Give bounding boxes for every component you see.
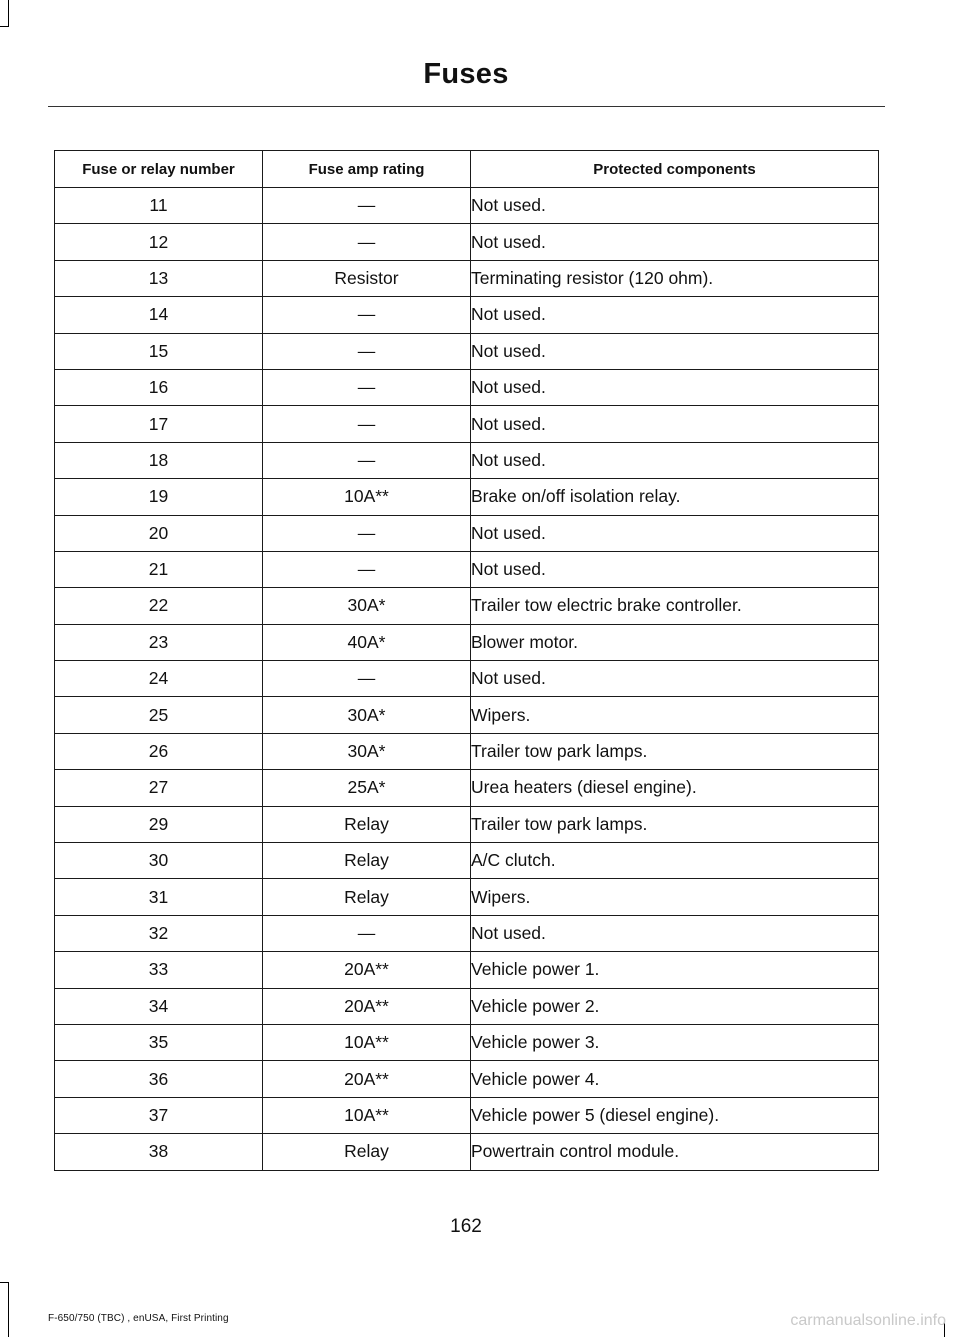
table-row bbox=[55, 224, 879, 260]
cell-protected-components: Vehicle power 1. bbox=[471, 952, 879, 988]
cell-protected-components: Urea heaters (diesel engine). bbox=[471, 770, 879, 806]
fuse-table bbox=[54, 150, 879, 1171]
cell-fuse-number: 12 bbox=[55, 224, 263, 260]
crop-mark-bottom-left-v bbox=[8, 1282, 9, 1337]
page-number: 162 bbox=[450, 1216, 482, 1237]
watermark: carmanualsonline.info bbox=[790, 1312, 946, 1329]
crop-mark-top-left-v bbox=[8, 0, 9, 26]
table-row bbox=[55, 1134, 879, 1170]
table-row bbox=[55, 952, 879, 988]
cell-protected-components: Not used. bbox=[471, 333, 879, 369]
table-row bbox=[55, 260, 879, 296]
cell-protected-components: Not used. bbox=[471, 297, 879, 333]
table-row bbox=[55, 624, 879, 660]
cell-fuse-number: 32 bbox=[55, 915, 263, 951]
cell-amp-rating: 10A** bbox=[263, 1024, 471, 1060]
cell-amp-rating: Relay bbox=[263, 879, 471, 915]
cell-fuse-number: 13 bbox=[55, 260, 263, 296]
table-row bbox=[55, 333, 879, 369]
cell-protected-components: Brake on/off isolation relay. bbox=[471, 479, 879, 515]
table-row bbox=[55, 843, 879, 879]
cell-protected-components: A/C clutch. bbox=[471, 843, 879, 879]
cell-fuse-number: 23 bbox=[55, 624, 263, 660]
cell-amp-rating: 20A** bbox=[263, 952, 471, 988]
table-row bbox=[55, 879, 879, 915]
table-row bbox=[55, 515, 879, 551]
cell-amp-rating: Relay bbox=[263, 1134, 471, 1170]
cell-protected-components: Not used. bbox=[471, 188, 879, 224]
cell-fuse-number: 19 bbox=[55, 479, 263, 515]
cell-amp-rating: 20A** bbox=[263, 1061, 471, 1097]
cell-amp-rating: — bbox=[263, 551, 471, 587]
cell-fuse-number: 21 bbox=[55, 551, 263, 587]
table-body bbox=[55, 188, 879, 1171]
cell-fuse-number: 16 bbox=[55, 369, 263, 405]
cell-fuse-number: 31 bbox=[55, 879, 263, 915]
cell-amp-rating: 10A** bbox=[263, 1097, 471, 1133]
cell-amp-rating: — bbox=[263, 369, 471, 405]
cell-amp-rating: — bbox=[263, 224, 471, 260]
cell-amp-rating: — bbox=[263, 297, 471, 333]
cell-amp-rating: Relay bbox=[263, 806, 471, 842]
cell-fuse-number: 37 bbox=[55, 1097, 263, 1133]
cell-amp-rating: Resistor bbox=[263, 260, 471, 296]
cell-fuse-number: 17 bbox=[55, 406, 263, 442]
crop-mark-top-left-h bbox=[0, 26, 9, 27]
cell-amp-rating: 20A** bbox=[263, 988, 471, 1024]
cell-protected-components: Not used. bbox=[471, 551, 879, 587]
table-row bbox=[55, 1097, 879, 1133]
cell-fuse-number: 24 bbox=[55, 661, 263, 697]
cell-amp-rating: — bbox=[263, 333, 471, 369]
cell-protected-components: Wipers. bbox=[471, 697, 879, 733]
cell-amp-rating: — bbox=[263, 661, 471, 697]
footer-edition-text: F-650/750 (TBC) , enUSA, First Printing bbox=[48, 1313, 229, 1324]
cell-fuse-number: 26 bbox=[55, 733, 263, 769]
cell-protected-components: Trailer tow park lamps. bbox=[471, 806, 879, 842]
table-row bbox=[55, 733, 879, 769]
cell-protected-components: Not used. bbox=[471, 661, 879, 697]
table-row bbox=[55, 697, 879, 733]
cell-protected-components: Vehicle power 2. bbox=[471, 988, 879, 1024]
table-row bbox=[55, 588, 879, 624]
table-row bbox=[55, 479, 879, 515]
cell-amp-rating: 30A* bbox=[263, 588, 471, 624]
cell-fuse-number: 15 bbox=[55, 333, 263, 369]
table-row bbox=[55, 369, 879, 405]
cell-amp-rating: — bbox=[263, 442, 471, 478]
column-header-fuse-number: Fuse or relay number bbox=[55, 151, 263, 188]
table-row bbox=[55, 406, 879, 442]
cell-fuse-number: 25 bbox=[55, 697, 263, 733]
table-row bbox=[55, 442, 879, 478]
table-row bbox=[55, 297, 879, 333]
title-rule bbox=[48, 106, 885, 107]
table-row bbox=[55, 661, 879, 697]
table-header-row bbox=[55, 151, 879, 188]
cell-amp-rating: — bbox=[263, 188, 471, 224]
table-row bbox=[55, 988, 879, 1024]
cell-protected-components: Vehicle power 4. bbox=[471, 1061, 879, 1097]
page-title: Fuses bbox=[423, 58, 509, 90]
cell-protected-components: Not used. bbox=[471, 369, 879, 405]
cell-amp-rating: 30A* bbox=[263, 733, 471, 769]
table-row bbox=[55, 551, 879, 587]
cell-amp-rating: — bbox=[263, 915, 471, 951]
table-row bbox=[55, 188, 879, 224]
cell-amp-rating: — bbox=[263, 406, 471, 442]
cell-protected-components: Not used. bbox=[471, 224, 879, 260]
cell-fuse-number: 18 bbox=[55, 442, 263, 478]
cell-fuse-number: 11 bbox=[55, 188, 263, 224]
cell-fuse-number: 33 bbox=[55, 952, 263, 988]
cell-fuse-number: 29 bbox=[55, 806, 263, 842]
cell-fuse-number: 30 bbox=[55, 843, 263, 879]
table-row bbox=[55, 1061, 879, 1097]
cell-amp-rating: 10A** bbox=[263, 479, 471, 515]
cell-fuse-number: 14 bbox=[55, 297, 263, 333]
column-header-protected-components: Protected components bbox=[471, 151, 879, 188]
table-row bbox=[55, 915, 879, 951]
table-row bbox=[55, 1024, 879, 1060]
cell-fuse-number: 35 bbox=[55, 1024, 263, 1060]
cell-fuse-number: 22 bbox=[55, 588, 263, 624]
cell-amp-rating: 30A* bbox=[263, 697, 471, 733]
cell-fuse-number: 36 bbox=[55, 1061, 263, 1097]
column-header-amp-rating: Fuse amp rating bbox=[263, 151, 471, 188]
cell-amp-rating: — bbox=[263, 515, 471, 551]
cell-protected-components: Not used. bbox=[471, 915, 879, 951]
cell-protected-components: Powertrain control module. bbox=[471, 1134, 879, 1170]
cell-protected-components: Terminating resistor (120 ohm). bbox=[471, 260, 879, 296]
cell-protected-components: Not used. bbox=[471, 442, 879, 478]
cell-protected-components: Not used. bbox=[471, 406, 879, 442]
cell-fuse-number: 27 bbox=[55, 770, 263, 806]
table-row bbox=[55, 806, 879, 842]
cell-protected-components: Vehicle power 3. bbox=[471, 1024, 879, 1060]
cell-amp-rating: 25A* bbox=[263, 770, 471, 806]
cell-amp-rating: 40A* bbox=[263, 624, 471, 660]
cell-protected-components: Vehicle power 5 (diesel engine). bbox=[471, 1097, 879, 1133]
cell-protected-components: Trailer tow electric brake controller. bbox=[471, 588, 879, 624]
cell-protected-components: Trailer tow park lamps. bbox=[471, 733, 879, 769]
cell-protected-components: Wipers. bbox=[471, 879, 879, 915]
cell-protected-components: Blower motor. bbox=[471, 624, 879, 660]
cell-fuse-number: 20 bbox=[55, 515, 263, 551]
table-row bbox=[55, 770, 879, 806]
cell-amp-rating: Relay bbox=[263, 843, 471, 879]
cell-fuse-number: 34 bbox=[55, 988, 263, 1024]
cell-fuse-number: 38 bbox=[55, 1134, 263, 1170]
cell-protected-components: Not used. bbox=[471, 515, 879, 551]
